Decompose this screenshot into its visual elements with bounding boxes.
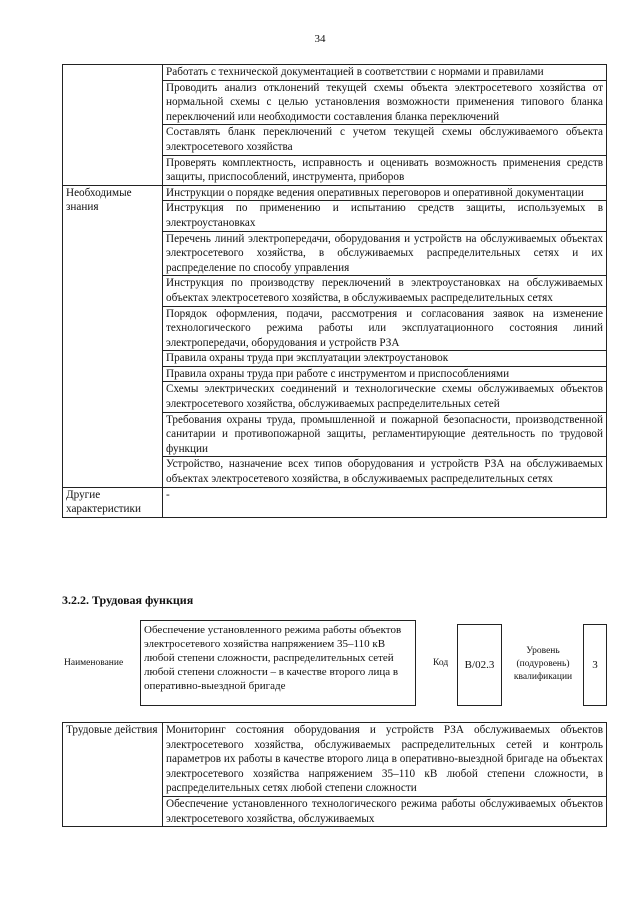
- row-label: Необходимые знания: [63, 185, 163, 487]
- table-cell: Инструкция по производству переключений в электроустановках на обслуживаемых объектах электросетевого хозяйства, в обслуживаемых распределительных сетях: [163, 276, 607, 306]
- table-cell: Порядок оформления, подачи, рассмотрения и согласования заявок на изменение технологического режима работы или эксплуатационного состояния линий электропередачи, оборудования и устройств РЗА: [163, 306, 607, 351]
- table-cell: Устройство, назначение всех типов оборудования и устройств РЗА на обслуживаемых объектах электросетевого хозяйства, в обслуживаемых распределительных сетях: [163, 457, 607, 487]
- row-label: Другие характеристики: [63, 487, 163, 517]
- section-title: 3.2.2. Трудовая функция: [62, 593, 194, 607]
- table-cell: Проверять комплектность, исправность и оценивать возможность применения средств защиты, приспособлений, инструмента, приборов: [163, 155, 607, 185]
- table-cell: Требования охраны труда, промышленной и пожарной безопасности, производственной санитарии и противопожарной защиты, регламентирующие деятельность по трудовой функции: [163, 412, 607, 457]
- table-cell: Перечень линий электропередачи, оборудования и устройств на обслуживаемых объектах электросетевого хозяйства, в обслуживаемых распределительных сетях и их распределение по способу управления: [163, 231, 607, 276]
- page-number: 34: [314, 33, 326, 45]
- level-label: Уровень (подуровень) квалификации: [513, 646, 573, 682]
- table-cell: Схемы электрических соединений и технологические схемы обслуживаемых объектов электросетевого хозяйства, обслуживаемых распределительных сетей: [163, 382, 607, 412]
- level-box: 3: [583, 624, 607, 706]
- table-row: [63, 487, 607, 517]
- table-cell: Инструкции о порядке ведения оперативных переговоров и оперативной документации: [163, 185, 607, 201]
- function-name-box: Обеспечение установленного режима работы объектов электросетевого хозяйства напряжением 35–110 кВ любой степени сложности, распределительных сетей любой степени сложности – в качестве второго лица в оперативно-выездной бригаде: [140, 620, 416, 706]
- table-cell: Работать с технической документацией в соответствии с нормами и правилами: [163, 65, 607, 81]
- table-row: [63, 185, 607, 201]
- row-label: [63, 65, 163, 186]
- row-label: Трудовые действия: [63, 723, 163, 827]
- table-cell: Обеспечение установленного технологического режима работы обслуживаемых объектов электросетевого хозяйства, обслуживаемых: [163, 796, 607, 826]
- code-label: Код: [433, 658, 449, 668]
- table-cell: Мониторинг состояния оборудования и устройств РЗА обслуживаемых объектов электросетевого хозяйства, обслуживаемых распределительных сетей и контроль параметров их работы в качестве второго лица в оперативно-выездной бригаде на объектах электросетевого хозяйства напряжением 35–110 кВ любой степени сложности, в распределительных сетях любой степени сложности: [163, 723, 607, 797]
- table-cell: Проводить анализ отклонений текущей схемы объекта электросетевого хозяйства от нормальной схемы с целью установления возможности применения типового бланка переключений или необходимости составления бланка переключений: [163, 80, 607, 125]
- table-cell: -: [163, 487, 607, 517]
- table-cell: Инструкция по применению и испытанию средств защиты, используемых в электроустановках: [163, 201, 607, 231]
- table-cell: Правила охраны труда при эксплуатации электроустановок: [163, 351, 607, 367]
- table-cell: Правила охраны труда при работе с инструментом и приспособлениями: [163, 366, 607, 382]
- name-label: Наименование: [64, 658, 124, 668]
- code-box: B/02.3: [457, 624, 502, 706]
- table-row: [63, 723, 607, 797]
- table-cell: Составлять бланк переключений с учетом текущей схемы обслуживаемого объекта электросетевого хозяйства: [163, 125, 607, 155]
- skills-knowledge-table: [62, 64, 607, 518]
- labor-actions-table: [62, 722, 607, 827]
- table-row: [63, 65, 607, 81]
